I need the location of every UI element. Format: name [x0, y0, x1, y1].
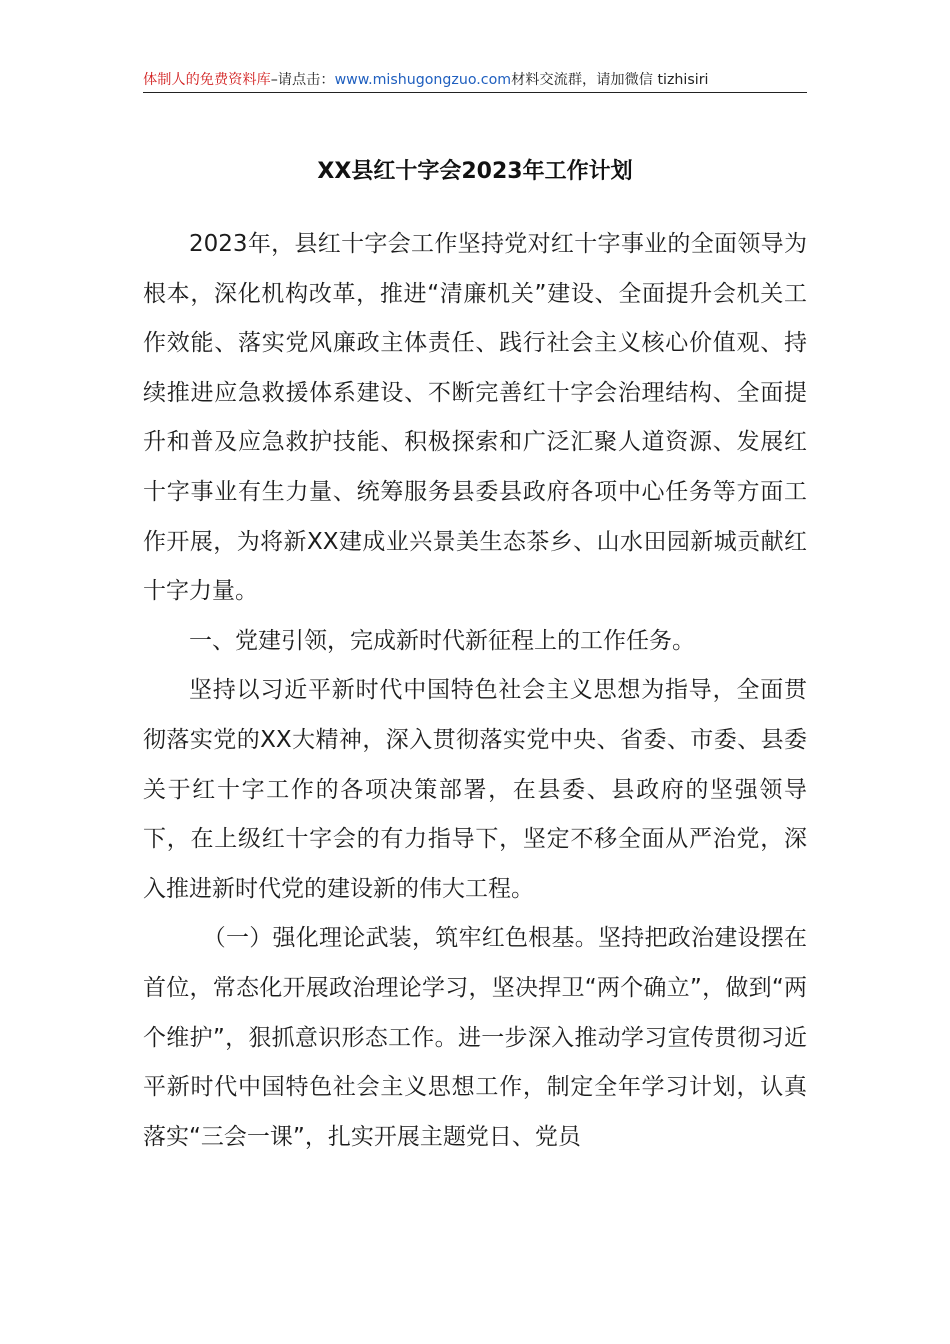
page-header	[143, 68, 807, 93]
document-body	[143, 220, 807, 1162]
header-tail: 材料交流群，请加微信 tizhisiri	[511, 72, 709, 88]
header-brand: 体制人的免费资料库	[143, 72, 271, 88]
header-separator: –请点击：	[270, 72, 335, 88]
paragraph-intro: 2023年，县红十字会工作坚持党对红十字事业的全面领导为根本，深化机构改革，推进“清廉机关”建设、全面提升会机关工作效能、落实党风廉政主体责任、践行社会主义核心价值观、持续推进应急救援体系建设、不断完善红十字会治理结构、全面提升和普及应急救护技能、积极探索和广泛汇聚人道资源、发展红十字事业有生力量、统筹服务县委县政府各项中心任务等方面工作开展，为将新XX建成业兴景美生态茶乡、山水田园新城贡献红十字力量。	[143, 231, 807, 605]
section-heading-1: 一、党建引领，完成新时代新征程上的工作任务。	[189, 627, 695, 654]
paragraph-subsection-1: （一）强化理论武装，筑牢红色根基。坚持把政治建设摆在首位，常态化开展政治理论学习，坚决捍卫“两个确立”，做到“两个维护”，狠抓意识形态工作。进一步深入推动学习宣传贯彻习近平新时代中国特色社会主义思想工作，制定全年学习计划，认真落实“三会一课”，扎实开展主题党日、党员	[143, 925, 807, 1150]
paragraph-section-1: 坚持以习近平新时代中国特色社会主义思想为指导，全面贯彻落实党的XX大精神，深入贯彻落实党中央、省委、市委、县委关于红十字工作的各项决策部署，在县委、县政府的坚强领导下，在上级红十字会的有力指导下，坚定不移全面从严治党，深入推进新时代党的建设新的伟大工程。	[143, 677, 807, 902]
document-title: XX县红十字会2023年工作计划	[317, 159, 633, 184]
header-link[interactable]: www.mishugongzuo.com	[334, 72, 512, 88]
